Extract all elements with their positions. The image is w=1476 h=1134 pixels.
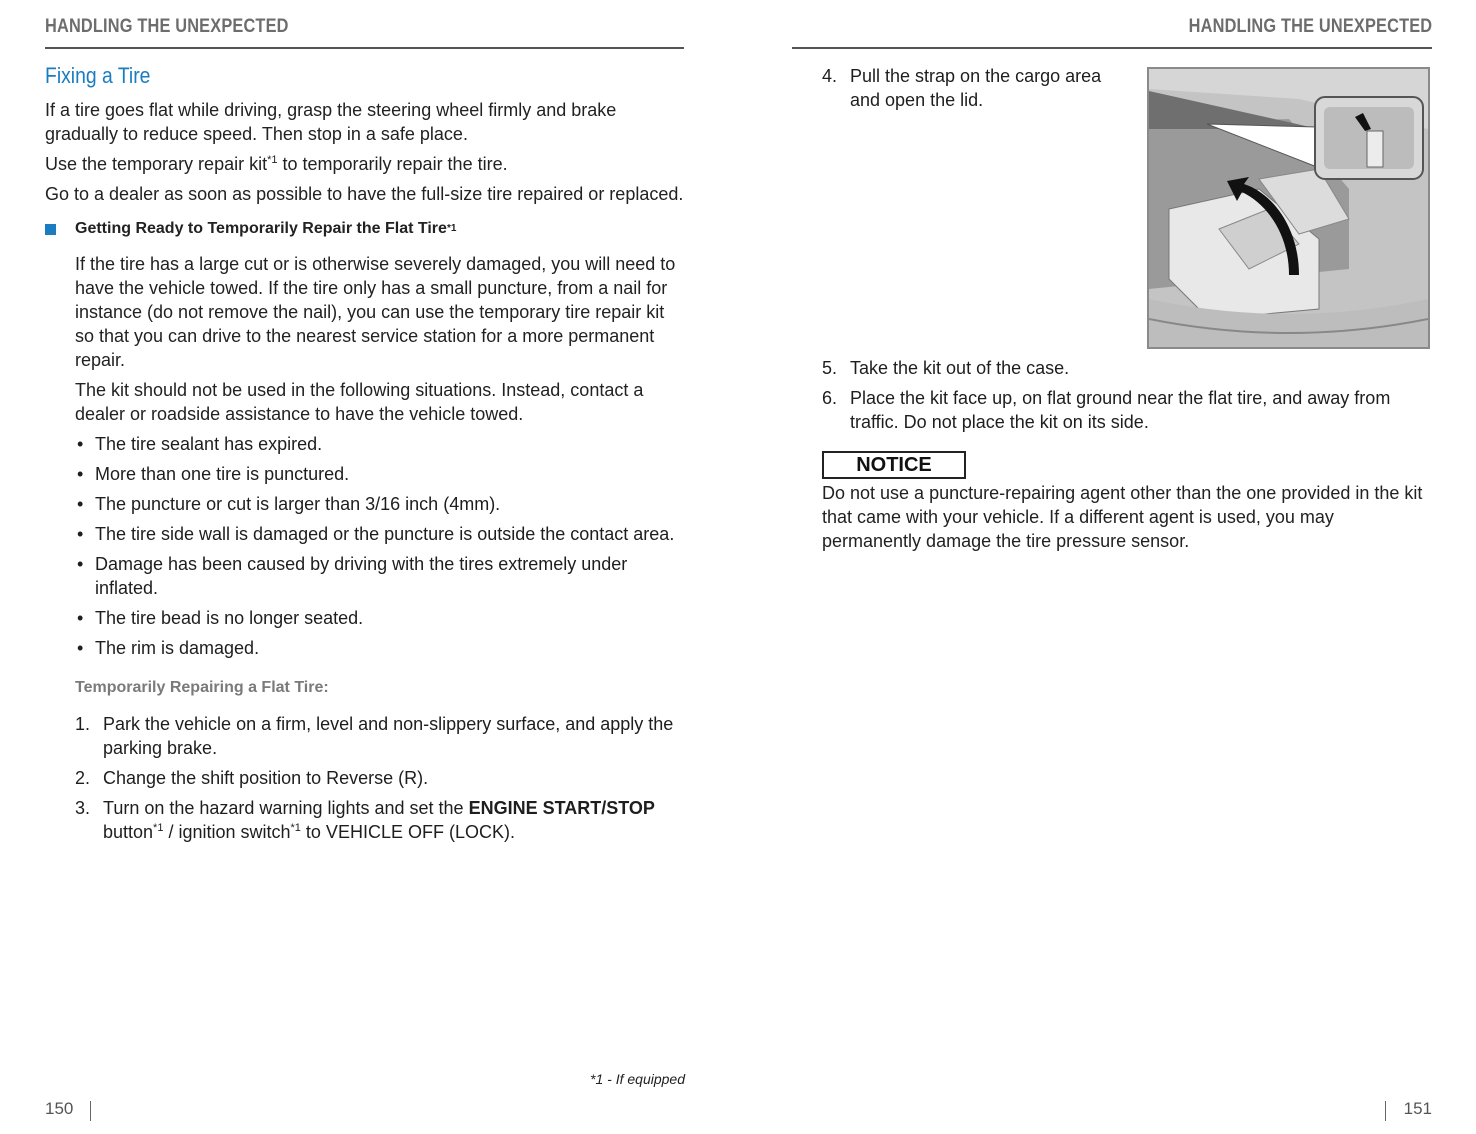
cargo-area-drawing: [1149, 69, 1428, 347]
section-title: Fixing a Tire: [45, 63, 151, 88]
list-item: • The tire side wall is damaged or the puncture is outside the contact area.: [77, 524, 675, 544]
list-item: • The rim is damaged.: [77, 638, 260, 658]
square-bullet-icon: [45, 224, 56, 235]
step-4: 4. Pull the strap on the cargo area and open the lid.: [822, 66, 1102, 110]
ready-paragraph-2: The kit should not be used in the following situations. Instead, contact a dealer or roadside assistance to have the vehicle towed.: [75, 380, 644, 424]
exclusion-list: [75, 432, 685, 666]
page-number-separator: [90, 1101, 91, 1121]
step-3: 3. Turn on the hazard warning lights and set the ENGINE START/STOP button$^{*1}$ / ignition switch$^{*1}$ to VEHICLE OFF (LOCK).: [75, 798, 655, 842]
page-number: 151: [1403, 1099, 1432, 1118]
step-2: 2. Change the shift position to Reverse (R).: [75, 768, 429, 788]
intro-paragraph-2: Use the temporary repair kit$^{*1}$ to temporarily repair the tire.: [45, 154, 508, 174]
notice-text: Do not use a puncture-repairing agent other than the one provided in the kit that came with your vehicle. If a different agent is used, you may permanently damage the tire pressure sensor.: [822, 483, 1423, 551]
subsection-heading: Getting Ready to Temporarily Repair the Flat Tire *1: [45, 220, 456, 238]
procedure-steps-continued: [822, 64, 1132, 118]
step-1: 1. Park the vehicle on a firm, level and non-slippery surface, and apply the parking brake.: [75, 714, 674, 758]
running-head: HANDLING THE UNEXPECTED: [45, 16, 289, 37]
intro-paragraph-1: If a tire goes flat while driving, grasp the steering wheel firmly and brake gradually to reduce speed. Then stop in a safe place.: [45, 100, 617, 144]
step-5: 5. Take the kit out of the case.: [822, 358, 1070, 378]
intro-paragraph-3: Go to a dealer as soon as possible to have the full-size tire repaired or replaced.: [45, 184, 684, 204]
page-number-separator: [1385, 1101, 1386, 1121]
header-rule: [45, 47, 684, 49]
notice-label: NOTICE: [822, 451, 966, 479]
ready-paragraph-1: If the tire has a large cut or is otherwise severely damaged, you will need to have the vehicle towed. If the tire only has a small puncture, from a nail for instance (do not remove the nail), you can use the temporary tire repair kit so that you can drive to the nearest service station for a more permanent repair.: [75, 254, 676, 370]
procedure-steps: [75, 712, 685, 850]
footnote-marker: *1: [267, 154, 278, 166]
running-head: HANDLING THE UNEXPECTED: [1188, 16, 1432, 37]
procedure-heading: Temporarily Repairing a Flat Tire:: [75, 679, 329, 696]
left-page: [45, 0, 685, 1134]
header-rule: [792, 47, 1432, 49]
footnote: *1 - If equipped: [590, 1071, 685, 1087]
step-6: 6. Place the kit face up, on flat ground near the flat tire, and away from traffic. Do not place the kit on its side.: [822, 388, 1391, 432]
engine-start-stop-label: ENGINE START/STOP: [468, 798, 655, 818]
cargo-lid-illustration: [1147, 67, 1430, 349]
list-item: • More than one tire is punctured.: [77, 464, 350, 484]
right-page: [792, 0, 1432, 1134]
procedure-steps-5-6: [822, 356, 1422, 440]
list-item: • The tire bead is no longer seated.: [77, 608, 364, 628]
list-item: • The puncture or cut is larger than 3/16 inch (4mm).: [77, 494, 501, 514]
list-item: • Damage has been caused by driving with the tires extremely under inflated.: [77, 554, 628, 598]
list-item: • The tire sealant has expired.: [77, 434, 323, 454]
page-number: 150: [45, 1099, 74, 1118]
